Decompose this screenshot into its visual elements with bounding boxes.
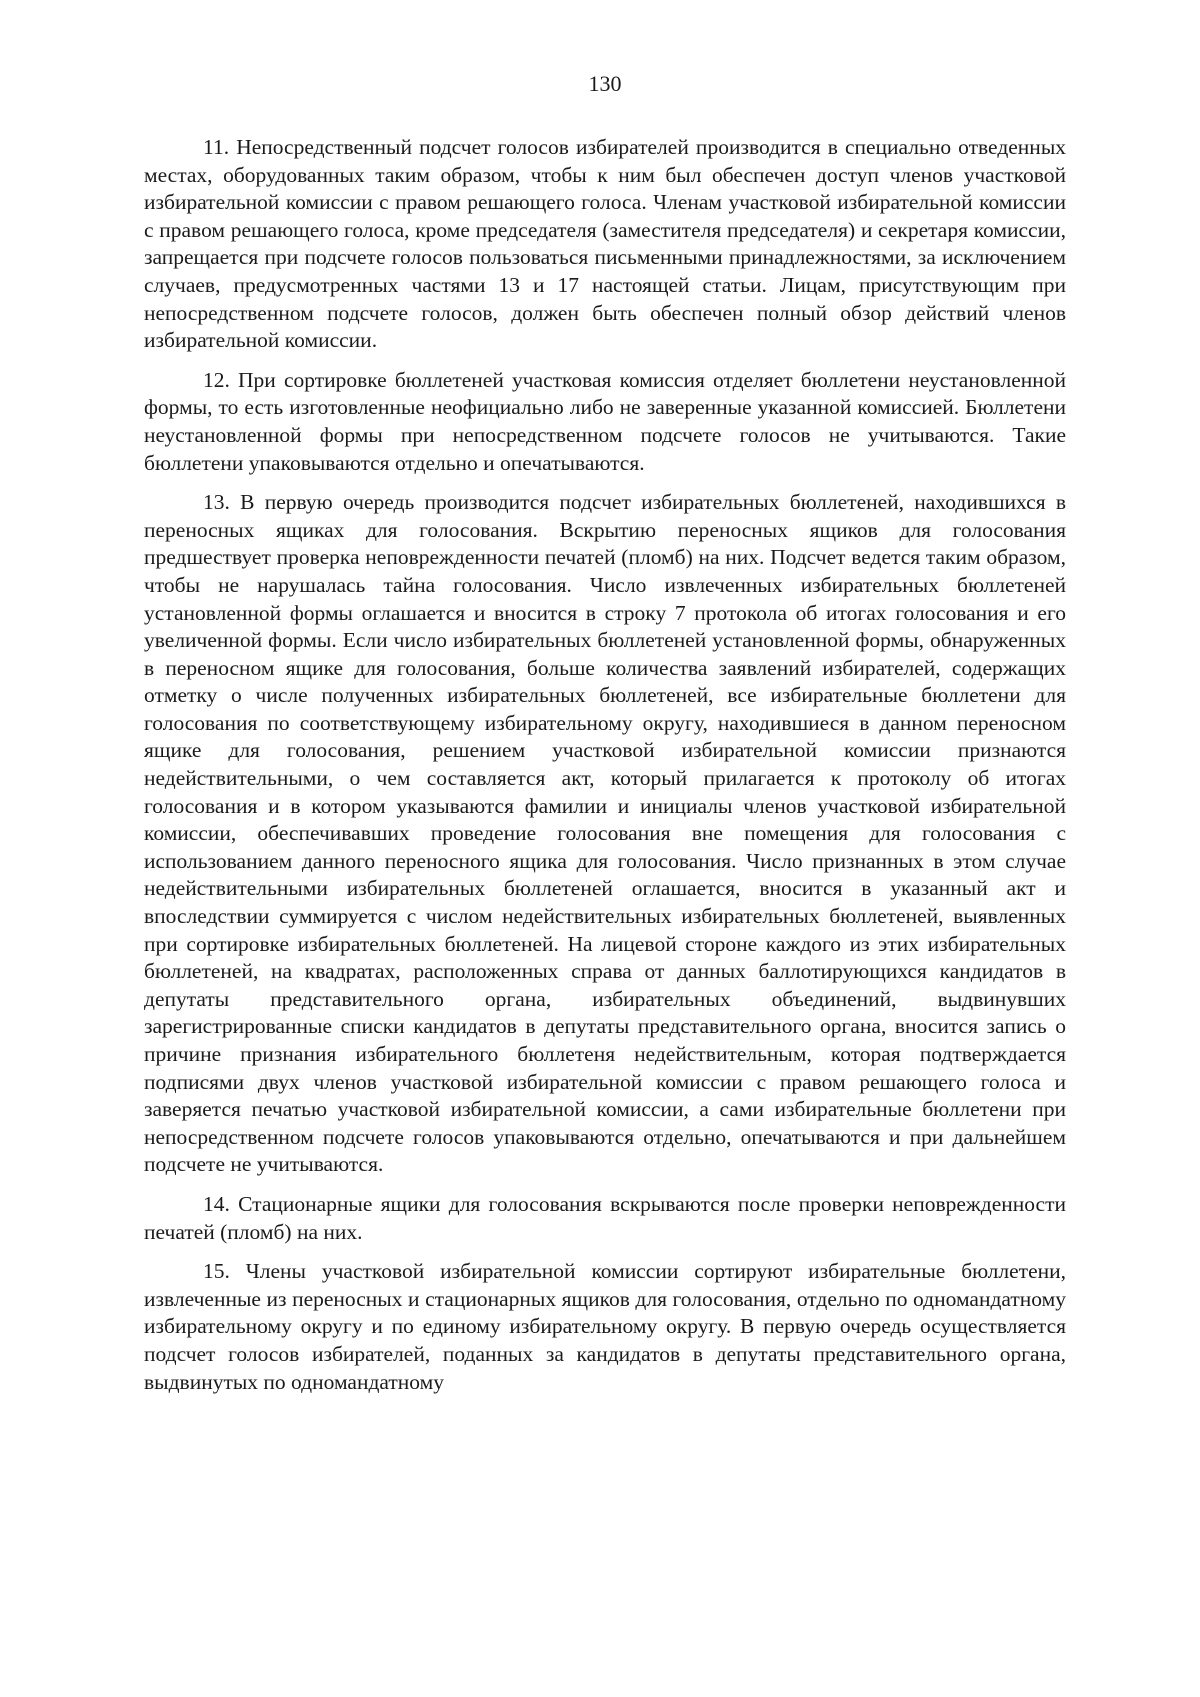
- paragraph-number: 11.: [203, 135, 230, 159]
- paragraph-15: [144, 1258, 1066, 1396]
- paragraph-number: 13.: [203, 490, 230, 515]
- paragraph-text: В первую очередь производится подсчет избирательных бюллетеней, находившихся в переносных ящиках для голосования. Вскрытию переносных ящиков для голосования предшествует проверка неповрежденности печатей (пломб) на них. Подсчет ведется таким образом, чтобы не нарушалась тайна голосования. Число извлеченных избирательных бюллетеней установленной формы оглашается и вносится в строку 7 протокола об итогах голосования и его увеличенной формы. Если число избирательных бюллетеней установленной формы, обнаруженных в переносном ящике для голосования, больше количества заявлений избирателей, содержащих отметку о числе полученных избирательных бюллетеней, все избирательные бюллетени для голосования по соответствующему избирательному округу, находившиеся в данном переносном ящике для голосования, решением участковой избирательной комиссии признаются недействительными, о чем составляется акт, который прилагается к протоколу об итогах голосования и в котором указываются фамилии и инициалы членов участковой избирательной комиссии, обеспечивавших проведение голосования вне помещения для голосования с использованием данного переносного ящика для голосования. Число признанных в этом случае недействительными избирательных бюллетеней оглашается, вносится в указанный акт и впоследствии суммируется с числом недействительных избирательных бюллетеней, выявленных при сортировке избирательных бюллетеней. На лицевой стороне каждого из этих избирательных бюллетеней, на квадратах, расположенных справа от данных баллотирующихся кандидатов в депутаты представительного органа, избирательных объединений, выдвинувших зарегистрированные списки кандидатов в депутаты представительного органа, вносится запись о причине признания избирательного бюллетеня недействительным, которая подтверждается подписями двух членов участковой избирательной комиссии с правом решающего голоса и заверяется печатью участковой избирательной комиссии, а сами избирательные бюллетени при непосредственном подсчете голосов упаковываются отдельно, опечатываются и при дальнейшем подсчете не учитываются.: [144, 490, 1066, 1177]
- document-page: [144, 70, 1066, 1408]
- paragraph-13: [144, 489, 1066, 1179]
- paragraph-text: Непосредственный подсчет голосов избирателей производится в специально отведенных местах, оборудованных таким образом, чтобы к ним был обеспечен доступ членов участковой избирательной комиссии с правом решающего голоса. Членам участковой избирательной комиссии с правом решающего голоса, кроме председателя (заместителя председателя) и секретаря комиссии, запрещается при подсчете голосов пользоваться письменными принадлежностями, за исключением случаев, предусмотренных частями 13 и 17 настоящей статьи. Лицам, присутствующим при непосредственном подсчете голосов, должен быть обеспечен полный обзор действий членов избирательной комиссии.: [144, 135, 1067, 353]
- paragraph-number: 12.: [203, 367, 230, 392]
- paragraph-number: 15.: [203, 1259, 230, 1284]
- paragraph-14: [144, 1191, 1066, 1246]
- page-number: 130: [588, 71, 622, 96]
- paragraph-text: При сортировке бюллетеней участковая комиссия отделяет бюллетени неустановленной формы, то есть изготовленные неофициально либо не заверенные указанной комиссией. Бюллетени неустановленной формы при непосредственном подсчете голосов не учитываются. Такие бюллетени упаковываются отдельно и опечатываются.: [144, 367, 1067, 475]
- paragraph-text: Члены участковой избирательной комиссии сортируют избирательные бюллетени, извлеченные из переносных и стационарных ящиков для голосования, отдельно по одномандатному избирательному округу и по единому избирательному округу. В первую очередь осуществляется подсчет голосов избирателей, поданных за кандидатов в депутаты представительного органа, выдвинутых по одномандатному: [144, 1259, 1066, 1394]
- paragraph-11: [144, 134, 1066, 355]
- paragraph-number: 14.: [203, 1191, 230, 1216]
- paragraph-12: [144, 367, 1066, 477]
- paragraph-text: Стационарные ящики для голосования вскрываются после проверки неповрежденности печатей (пломб) на них.: [144, 1191, 1067, 1244]
